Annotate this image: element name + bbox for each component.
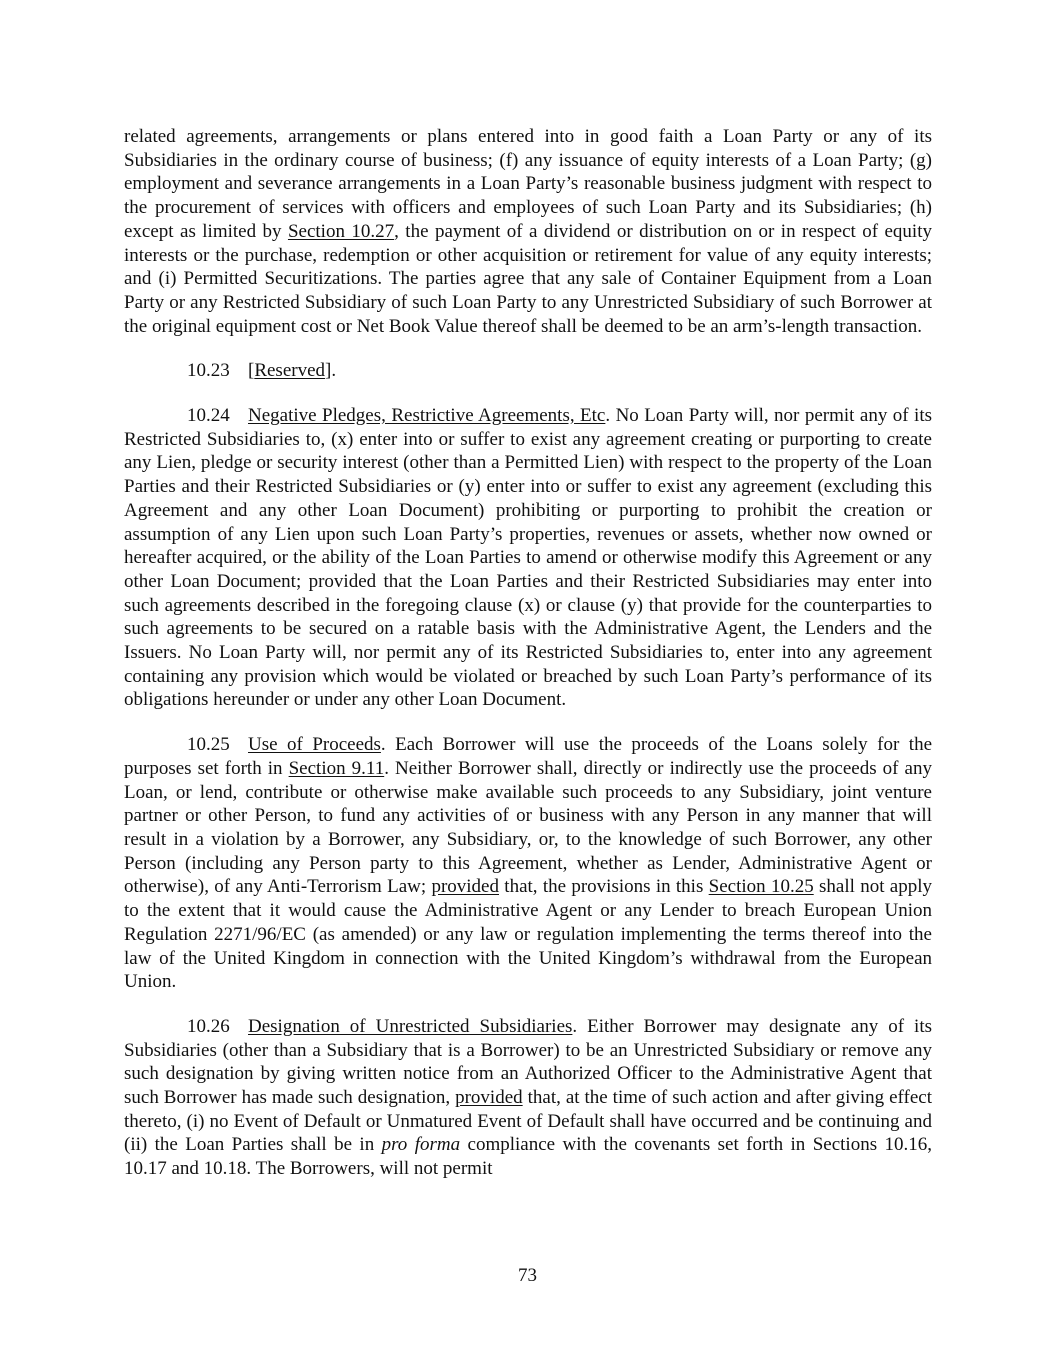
section-body-d: shall not apply to the extent that it would cause the Administrative Agent or any Lender to breach European Union Regulation 2271/96/EC (as amended) or any law or regulation implementing the terms thereof into the law of the United Kingdom in connection with the United Kingdom’s withdrawal from the European Union. — [124, 876, 932, 993]
section-number: 10.25 — [187, 734, 230, 756]
section-body-c: compliance with the covenants set forth in Sections 10.16, 10.17 and 10.18. The Borrowers, will not permit — [124, 1134, 932, 1180]
section-body-c: that, the provisions in this — [499, 876, 709, 898]
intro-paragraph — [124, 125, 932, 338]
bracket-open: [ — [248, 360, 255, 382]
page-number: 73 — [518, 1265, 537, 1286]
intro-text-b: , the payment of a dividend or distribution on or in respect of equity interests or the purchase, redemption or other acquisition or retirement for value of any equity interests; and (i) Permitted Securitizations. The parties agree that any sale of Container Equipment from a Loan Party or any Restricted Subsidiary of such Loan Party to any Unrestricted Subsidiary of such Borrower at the original equipment cost or Net Book Value thereof shall be deemed to be an arm’s-length transaction. — [124, 220, 932, 337]
section-title: Designation of Unrestricted Subsidiaries — [248, 1015, 573, 1037]
section-9-11-reference: Section 9.11 — [288, 757, 385, 779]
section-body-a: . Each Borrower will use the proceeds of the Loans solely for the purposes set forth in — [124, 734, 932, 779]
section-body: . No Loan Party will, nor permit any of its Restricted Subsidiaries to, (x) enter into or suffer to exist any agreement creating or purporting to create any Lien, pledge or security interest (other than a Permitted Lien) with respect to the property of the Loan Parties and their Restricted Subsidiaries or (y) enter into or suffer to exist any agreement (excluding this Agreement and any other Loan Document) prohibiting or purporting to prohibit the creation or assumption of any Lien upon such Loan Party’s properties, revenues or assets, whether now owned or hereafter acquired, or the ability of the Loan Parties to amend or otherwise modify this Agreement or any other Loan Document; provided that the Loan Parties and their Restricted Subsidiaries may enter into such agreements described in the foregoing clause (x) or clause (y) that provide for the counterparties to such agreements to be secured on a ratable basis with the Administrative Agent, the Lenders and the Issuers. No Loan Party will, nor permit any of its Restricted Subsidiaries to, enter into any agreement containing any provision which would be violated or breached by such Loan Party’s performance of its obligations hereunder or under any other Loan Document. — [124, 405, 933, 711]
document-page — [124, 125, 932, 1181]
section-title: Reserved — [254, 360, 326, 382]
section-10-26 — [124, 1015, 932, 1181]
section-title: Negative Pledges, Restrictive Agreements, Etc — [248, 405, 606, 427]
section-10-24 — [124, 404, 932, 712]
provided-term: provided — [455, 1087, 523, 1109]
section-body-b: . Neither Borrower shall, directly or indirectly use the proceeds of any Loan, or lend, contribute or otherwise make available such proceeds to any Subsidiary, joint venture partner or other Person, to fund any activities of or business with any Person in any manner that will result in a violation by a Borrower, any Subsidiary, or, to the knowledge of such Borrower, any other Person (including any Person party to this Agreement, whether as Lender, Administrative Agent or otherwise), of any Anti-Terrorism Law; — [124, 757, 932, 898]
intro-text-a: related agreements, arrangements or plans entered into in good faith a Loan Party or any of its Subsidiaries in the ordinary course of business; (f) any issuance of equity interests of a Loan Party; (g) employment and severance arrangements in a Loan Party’s reasonable business judgment with respect to the procurement of services with officers and employees of such Loan Party and its Subsidiaries; (h) except as limited by — [124, 126, 932, 242]
section-10-25-reference: Section 10.25 — [708, 876, 814, 898]
section-title: Use of Proceeds — [248, 734, 381, 756]
section-10-23 — [124, 359, 932, 383]
bracket-close: ]. — [325, 360, 337, 382]
section-number: 10.26 — [187, 1015, 230, 1037]
pro-forma-term: pro forma — [381, 1134, 461, 1156]
section-10-27-reference: Section 10.27 — [287, 220, 395, 242]
provided-term: provided — [431, 876, 499, 898]
section-number: 10.24 — [187, 405, 230, 427]
section-number: 10.23 — [187, 360, 230, 382]
section-body-b: that, at the time of such action and after giving effect thereto, (i) no Event of Default or Unmatured Event of Default shall have occurred and be continuing and (ii) the Loan Parties shall be in — [124, 1087, 932, 1156]
section-body-a: . Either Borrower may designate any of its Subsidiaries (other than a Subsidiary that is a Borrower) to be an Unrestricted Subsidiary or remove any such designation by giving written notice from an Authorized Officer to the Administrative Agent that such Borrower has made such designation, — [124, 1015, 932, 1109]
section-10-25 — [124, 733, 932, 994]
